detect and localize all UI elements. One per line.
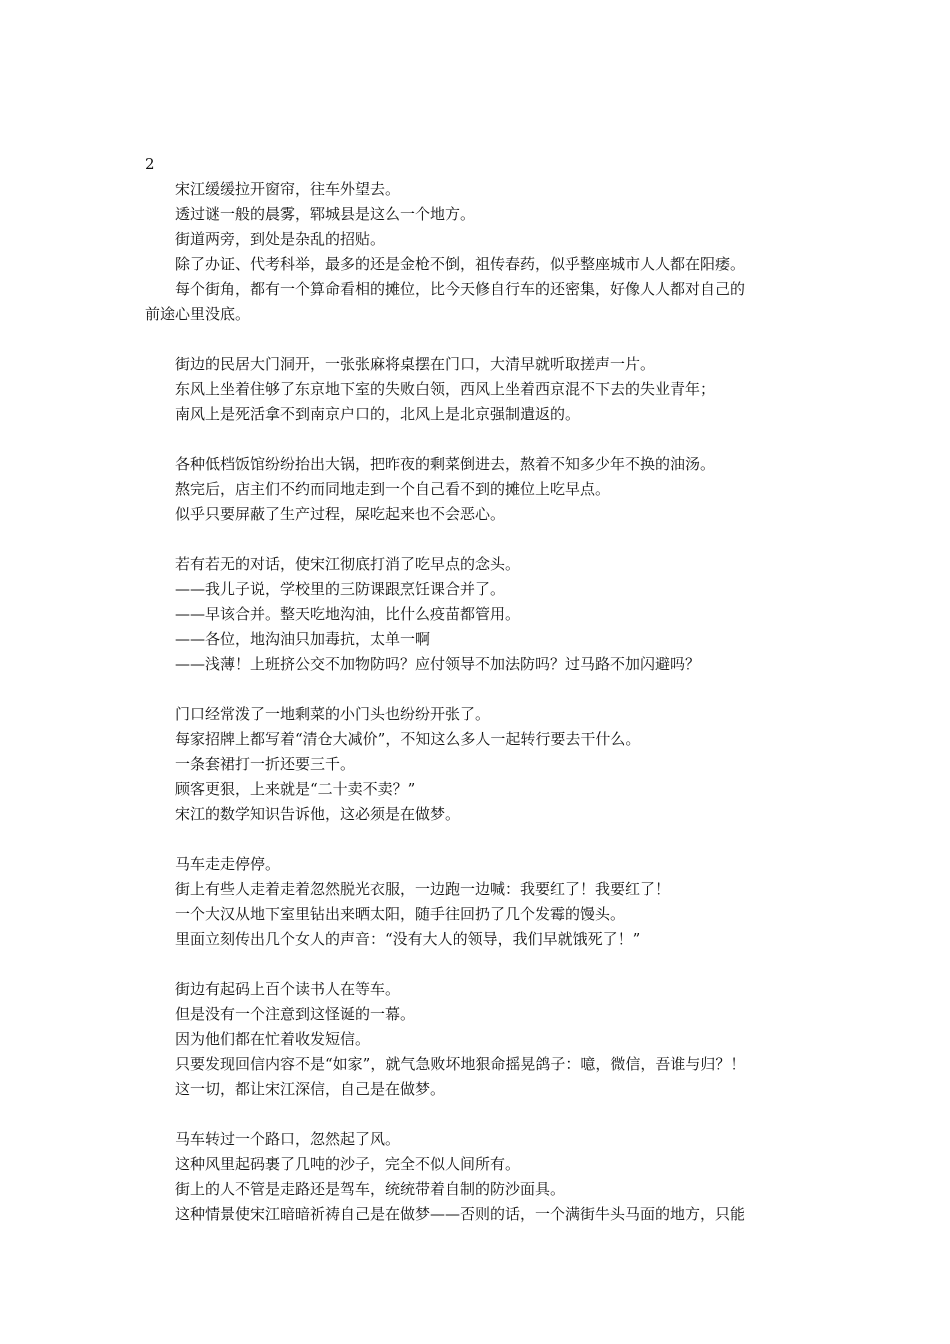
text-line: 每个街角，都有一个算命看相的摊位，比今天修自行车的还密集，好像人人都对自己的 — [175, 280, 746, 298]
paragraph-block — [145, 702, 810, 827]
paragraph-block — [145, 452, 810, 527]
text-line: 顾客更狠，上来就是“二十卖不卖？” — [175, 780, 416, 798]
text-line: 门口经常泼了一地剩菜的小门头也纷纷开张了。 — [175, 705, 491, 723]
text-line: 前途心里没底。 — [145, 305, 251, 323]
text-line: 东风上坐着住够了东京地下室的失败白领，西风上坐着西京混不下去的失业青年； — [175, 380, 716, 398]
text-line: 这种情景使宋江暗暗祈祷自己是在做梦——否则的话，一个满街牛头马面的地方，只能 — [175, 1205, 746, 1223]
text-line: ——我儿子说，学校里的三防课跟烹饪课合并了。 — [175, 580, 506, 598]
text-line: 一条套裙打一折还要三千。 — [175, 755, 356, 773]
document-page — [145, 151, 810, 1227]
text-line: 街道两旁，到处是杂乱的招贴。 — [175, 230, 386, 248]
text-line: ——早该合并。整天吃地沟油，比什么疫苗都管用。 — [175, 605, 521, 623]
text-line: 街上的人不管是走路还是驾车，统统带着自制的防沙面具。 — [175, 1180, 566, 1198]
text-line: 每家招牌上都写着“清仓大减价”，不知这么多人一起转行要去干什么。 — [175, 730, 641, 748]
text-line: 一个大汉从地下室里钻出来晒太阳，随手往回扔了几个发霉的馒头。 — [175, 905, 626, 923]
text-line: 街边有起码上百个读书人在等车。 — [175, 980, 401, 998]
text-line: 各种低档饭馆纷纷抬出大锅，把昨夜的剩菜倒进去，熬着不知多少年不换的油汤。 — [175, 455, 716, 473]
body-text — [145, 177, 810, 1227]
text-line: 透过谜一般的晨雾，郓城县是这么一个地方。 — [175, 205, 476, 223]
text-line: 这种风里起码裹了几吨的沙子，完全不似人间所有。 — [175, 1155, 521, 1173]
text-line: 马车转过一个路口，忽然起了风。 — [175, 1130, 401, 1148]
text-line: 似乎只要屏蔽了生产过程，屎吃起来也不会恶心。 — [175, 505, 506, 523]
text-line: 因为他们都在忙着收发短信。 — [175, 1030, 371, 1048]
chapter-number: 2 — [145, 155, 155, 173]
text-line: 马车走走停停。 — [175, 855, 281, 873]
text-line: 街上有些人走着走着忽然脱光衣服，一边跑一边喊：我要红了！我要红了！ — [175, 880, 671, 898]
text-line: 里面立刻传出几个女人的声音：“没有大人的领导，我们早就饿死了！” — [175, 930, 641, 948]
paragraph-block — [145, 977, 810, 1102]
text-line: 但是没有一个注意到这怪诞的一幕。 — [175, 1005, 416, 1023]
text-line: 熬完后，店主们不约而同地走到一个自己看不到的摊位上吃早点。 — [175, 480, 611, 498]
paragraph-block — [145, 1127, 810, 1227]
text-line: ——各位，地沟油只加毒抗，太单一啊 — [175, 630, 431, 648]
text-line: 若有若无的对话，使宋江彻底打消了吃早点的念头。 — [175, 555, 521, 573]
text-line: 只要发现回信内容不是“如家”，就气急败坏地狠命摇晃鸽子：噫，微信，吾谁与归？！ — [175, 1055, 746, 1073]
text-line: 除了办证、代考科举，最多的还是金枪不倒，祖传春药，似乎整座城市人人都在阳痿。 — [175, 255, 746, 273]
paragraph-block — [145, 852, 810, 952]
text-line: 宋江缓缓拉开窗帘，往车外望去。 — [175, 180, 401, 198]
text-line: ——浅薄！上班挤公交不加物防吗？应付领导不加法防吗？过马路不加闪避吗？ — [175, 655, 701, 673]
text-line: 这一切，都让宋江深信，自己是在做梦。 — [175, 1080, 446, 1098]
paragraph-block — [145, 552, 810, 677]
text-line: 南风上是死活拿不到南京户口的，北风上是北京强制遣返的。 — [175, 405, 581, 423]
paragraph-block — [145, 177, 810, 327]
text-line: 宋江的数学知识告诉他，这必须是在做梦。 — [175, 805, 461, 823]
paragraph-block — [145, 352, 810, 427]
text-line: 街边的民居大门洞开，一张张麻将桌摆在门口，大清早就听取搓声一片。 — [175, 355, 656, 373]
